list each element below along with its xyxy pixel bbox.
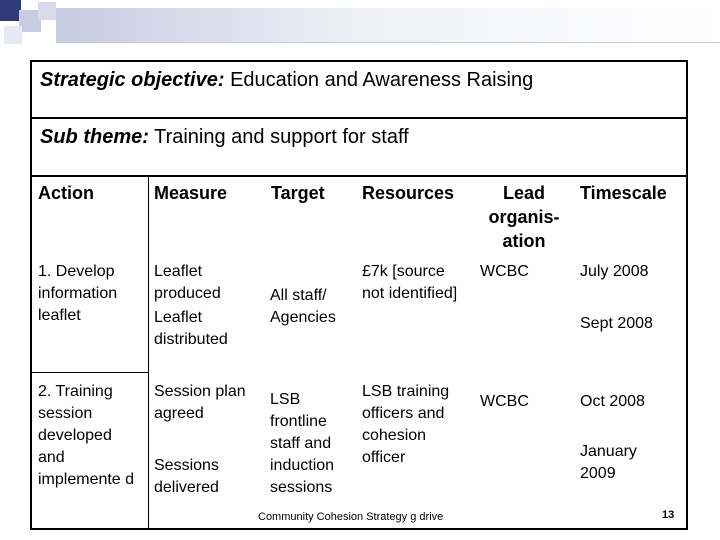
- header-resources: Resources: [362, 183, 455, 203]
- subtheme-text: Training and support for staff: [148, 126, 409, 148]
- objective-text: Education and Awareness Raising: [224, 69, 534, 91]
- subtheme-line: [40, 125, 409, 149]
- corner-square-faint: [4, 26, 22, 44]
- row2-timescale-end: January 2009: [580, 443, 637, 482]
- action-table: [30, 177, 688, 530]
- row-divider: [32, 372, 148, 373]
- subtheme-panel: [30, 119, 688, 177]
- header-target: Target: [271, 183, 325, 203]
- header-action: Action: [38, 183, 94, 203]
- header-gradient-band: [56, 8, 720, 42]
- page-number: 13: [662, 509, 675, 521]
- header-timescale: Timescale: [580, 183, 667, 203]
- objective-label: Strategic objective:: [40, 69, 225, 91]
- row1-lead: WCBC: [480, 263, 529, 280]
- row2-lead: WCBC: [480, 393, 529, 410]
- corner-square-pale: [38, 2, 56, 20]
- row1-timescale-end: Sept 2008: [580, 315, 653, 332]
- corner-square-dark: [0, 0, 21, 21]
- row1-measure-distributed: Leaflet distributed: [154, 309, 228, 348]
- row1-timescale-start: July 2008: [580, 263, 649, 280]
- column-divider: [148, 177, 149, 528]
- row2-resources: LSB training officers and cohesion officer: [362, 383, 450, 466]
- row2-action: 2. Training session developed and implemente d: [38, 383, 135, 488]
- header-lead: Lead organis-ation: [488, 183, 560, 251]
- footer-note: Community Cohesion Strategy g drive: [258, 511, 444, 523]
- row2-measure-delivered: Sessions delivered: [154, 457, 219, 496]
- header-rule: [56, 42, 720, 43]
- objective-line: [40, 68, 533, 92]
- header-measure: Measure: [154, 183, 228, 203]
- objective-panel: [30, 60, 688, 119]
- row1-resources: £7k [source not identified]: [362, 263, 458, 302]
- row2-timescale-start: Oct 2008: [580, 393, 645, 410]
- row2-target: LSB frontline staff and induction sessions: [270, 391, 335, 496]
- row1-measure-produced: Leaflet produced: [154, 263, 221, 302]
- subtheme-label: Sub theme:: [40, 126, 149, 148]
- row1-target: All staff/ Agencies: [270, 287, 336, 326]
- row1-action: 1. Develop information leaflet: [38, 263, 118, 324]
- row2-measure-plan: Session plan agreed: [154, 383, 246, 422]
